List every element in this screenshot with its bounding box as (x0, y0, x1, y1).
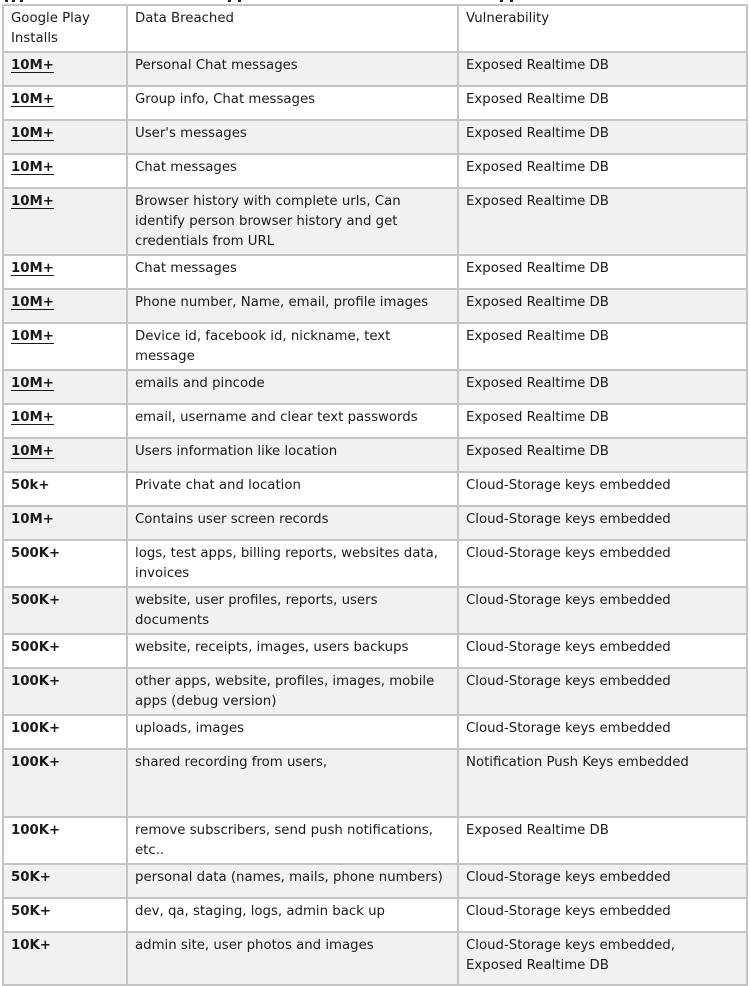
vulnerability-cell: Cloud-Storage keys embedded (458, 898, 747, 932)
vulnerability-cell: Cloud-Storage keys embedded (458, 472, 747, 506)
vulnerability-cell: Exposed Realtime DB (458, 404, 747, 438)
installs-value: 50K+ (11, 870, 51, 885)
table-row (3, 864, 747, 898)
installs-cell (3, 404, 127, 438)
installs-value: 50k+ (11, 478, 50, 493)
vulnerability-cell: Exposed Realtime DB (458, 370, 747, 404)
data-breached-cell: Group info, Chat messages (127, 86, 458, 120)
installs-value: 100K+ (11, 674, 61, 689)
vulnerability-cell: Cloud-Storage keys embedded (458, 634, 747, 668)
installs-value: 100K+ (11, 823, 61, 838)
vulnerability-cell: Cloud-Storage keys embedded (458, 506, 747, 540)
header-data-breached: Data Breached (127, 5, 458, 52)
installs-value: 10M+ (11, 295, 54, 310)
data-breached-cell: email, username and clear text passwords (127, 404, 458, 438)
data-breached-cell: Private chat and location (127, 472, 458, 506)
installs-cell (3, 506, 127, 540)
installs-cell (3, 898, 127, 932)
header-installs: Google Play Installs (3, 5, 127, 52)
data-breached-cell: Device id, facebook id, nickname, text message (127, 323, 458, 370)
data-breached-cell: User's messages (127, 120, 458, 154)
data-breached-cell: logs, test apps, billing reports, websites data, invoices (127, 540, 458, 587)
table-row (3, 370, 747, 404)
data-breached-cell: Contains user screen records (127, 506, 458, 540)
installs-value: 10M+ (11, 126, 54, 141)
installs-cell (3, 52, 127, 86)
data-breached-cell: personal data (names, mails, phone numbers) (127, 864, 458, 898)
data-breached-cell: emails and pincode (127, 370, 458, 404)
installs-cell (3, 370, 127, 404)
table-row (3, 438, 747, 472)
vulnerability-cell: Cloud-Storage keys embedded (458, 587, 747, 634)
installs-cell (3, 540, 127, 587)
installs-value: 10M+ (11, 194, 54, 209)
table-row (3, 255, 747, 289)
installs-cell (3, 749, 127, 817)
installs-value: 10M+ (11, 92, 54, 107)
installs-value: 10M+ (11, 58, 54, 73)
table-row (3, 52, 747, 86)
installs-cell (3, 932, 127, 985)
table-row (3, 86, 747, 120)
data-breached-cell: Chat messages (127, 255, 458, 289)
vulnerability-cell: Exposed Realtime DB (458, 255, 747, 289)
header-row (3, 5, 747, 52)
data-breached-cell: Users information like location (127, 438, 458, 472)
header-vulnerability: Vulnerability (458, 5, 747, 52)
data-breached-cell: Browser history with complete urls, Can identify person browser history and get credentials from URL (127, 188, 458, 255)
vulnerability-cell: Exposed Realtime DB (458, 323, 747, 370)
table-row (3, 668, 747, 715)
installs-value: 10M+ (11, 376, 54, 391)
installs-value: 10M+ (11, 261, 54, 276)
vulnerability-cell: Cloud-Storage keys embedded (458, 668, 747, 715)
installs-cell (3, 120, 127, 154)
installs-cell (3, 634, 127, 668)
table-row (3, 587, 747, 634)
vulnerability-cell: Cloud-Storage keys embedded, Exposed Realtime DB (458, 932, 747, 985)
vulnerability-cell: Cloud-Storage keys embedded (458, 864, 747, 898)
vulnerability-cell: Exposed Realtime DB (458, 438, 747, 472)
data-breached-cell: uploads, images (127, 715, 458, 749)
vulnerability-cell: Exposed Realtime DB (458, 52, 747, 86)
data-breached-cell: dev, qa, staging, logs, admin back up (127, 898, 458, 932)
data-breached-cell: Personal Chat messages (127, 52, 458, 86)
installs-value: 50K+ (11, 904, 51, 919)
table-row (3, 898, 747, 932)
vulnerability-cell: Exposed Realtime DB (458, 817, 747, 864)
installs-value: 100K+ (11, 755, 61, 770)
installs-value: 10K+ (11, 938, 51, 953)
table-row (3, 817, 747, 864)
table-row (3, 932, 747, 985)
data-breached-cell: shared recording from users, (127, 749, 458, 817)
vulnerability-cell: Exposed Realtime DB (458, 86, 747, 120)
installs-value: 500K+ (11, 640, 61, 655)
installs-cell (3, 587, 127, 634)
vulnerability-cell: Exposed Realtime DB (458, 120, 747, 154)
installs-cell (3, 255, 127, 289)
table-row (3, 634, 747, 668)
installs-value: 10M+ (11, 512, 54, 527)
data-breached-cell: website, receipts, images, users backups (127, 634, 458, 668)
installs-value: 10M+ (11, 160, 54, 175)
breach-table (2, 4, 748, 986)
installs-cell (3, 188, 127, 255)
data-breached-cell: Chat messages (127, 154, 458, 188)
installs-cell (3, 438, 127, 472)
vulnerability-cell: Cloud-Storage keys embedded (458, 540, 747, 587)
installs-cell (3, 668, 127, 715)
table-row (3, 289, 747, 323)
installs-value: 10M+ (11, 329, 54, 344)
data-breached-cell: remove subscribers, send push notifications, etc.. (127, 817, 458, 864)
installs-value: 100K+ (11, 721, 61, 736)
installs-value: 500K+ (11, 546, 61, 561)
table-row (3, 472, 747, 506)
data-breached-cell: Phone number, Name, email, profile images (127, 289, 458, 323)
installs-cell (3, 289, 127, 323)
installs-cell (3, 864, 127, 898)
table-row (3, 323, 747, 370)
table-row (3, 506, 747, 540)
vulnerability-cell: Exposed Realtime DB (458, 289, 747, 323)
installs-cell (3, 323, 127, 370)
vulnerability-cell: Exposed Realtime DB (458, 188, 747, 255)
installs-cell (3, 715, 127, 749)
table-row (3, 749, 747, 817)
installs-value: 500K+ (11, 593, 61, 608)
installs-cell (3, 154, 127, 188)
table-row (3, 188, 747, 255)
table-row (3, 715, 747, 749)
installs-cell (3, 817, 127, 864)
data-breached-cell: other apps, website, profiles, images, mobile apps (debug version) (127, 668, 458, 715)
installs-value: 10M+ (11, 444, 54, 459)
installs-cell (3, 86, 127, 120)
table-row (3, 404, 747, 438)
table-row (3, 120, 747, 154)
vulnerability-cell: Exposed Realtime DB (458, 154, 747, 188)
vulnerability-cell: Cloud-Storage keys embedded (458, 715, 747, 749)
data-breached-cell: admin site, user photos and images (127, 932, 458, 985)
data-breached-cell: website, user profiles, reports, users documents (127, 587, 458, 634)
table-row (3, 540, 747, 587)
table-row (3, 154, 747, 188)
vulnerability-cell: Notification Push Keys embedded (458, 749, 747, 817)
installs-cell (3, 472, 127, 506)
installs-value: 10M+ (11, 410, 54, 425)
